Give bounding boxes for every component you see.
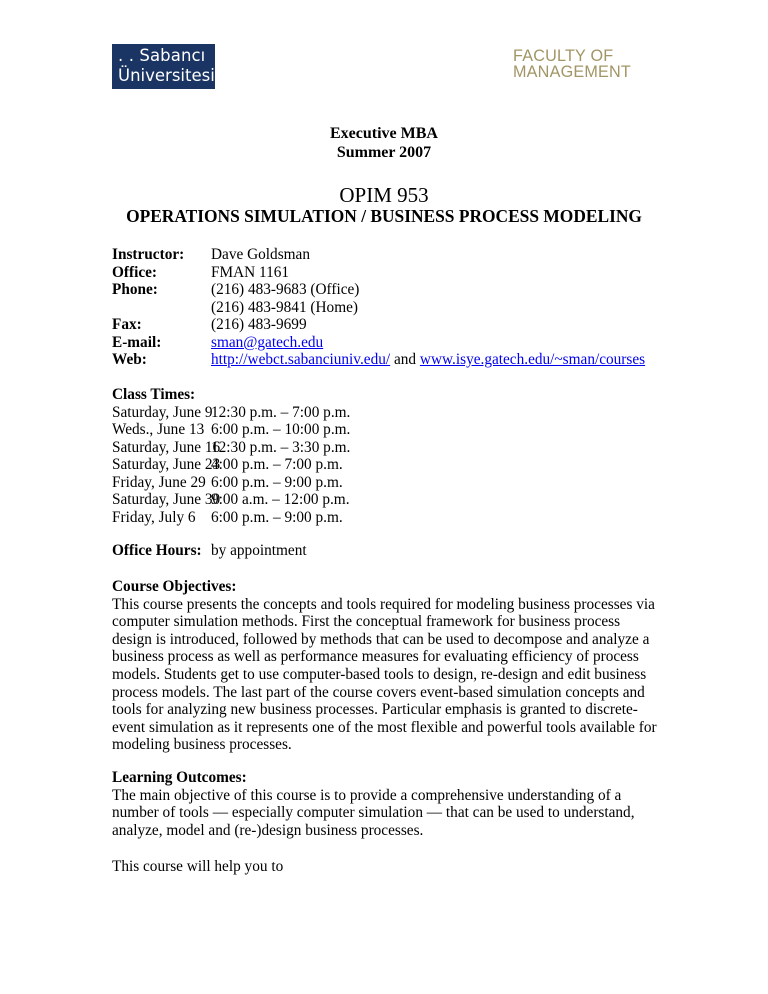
web-links [211, 351, 645, 369]
office-value: FMAN 1161 [211, 263, 290, 281]
webct-link[interactable]: http://webct.sabanciuniv.edu/ [211, 351, 391, 368]
email-label: E-mail: [112, 333, 162, 351]
outcomes-line: The main objective of this course is to provide a comprehensive understanding of a [112, 786, 622, 804]
fax-value: (216) 483-9699 [211, 316, 307, 333]
instructor-label: Instructor: [112, 246, 185, 263]
objectives-line: event simulation as it represents one of the most flexible and powerful tools available for [112, 718, 657, 736]
learning-outcomes-heading: Learning Outcomes: [112, 769, 247, 786]
instructor-name: Dave Goldsman [211, 246, 310, 263]
course-code: OPIM 953 [339, 183, 429, 207]
web-and-text: and [390, 351, 420, 368]
office-label: Office: [112, 263, 158, 281]
email-link[interactable]: sman@gatech.edu [211, 333, 324, 351]
class-time: 9:00 a.m. – 12:00 p.m. [211, 491, 350, 508]
faculty-logo-line-2: MANAGEMENT [513, 63, 632, 81]
objectives-line: tools for analyzing new business processes. Particular emphasis is granted to discrete- [112, 701, 638, 719]
logo-text-line-1: . . Sabancı . [118, 46, 222, 65]
learning-outcomes-section [112, 769, 672, 839]
objectives-line: process models. The last part of the course covers event-based simulation concepts and [112, 683, 645, 701]
phone-label: Phone: [112, 281, 158, 298]
objectives-line: business process as well as performance measures for evaluating efficiency of process [112, 648, 639, 666]
course-title: OPERATIONS SIMULATION / BUSINESS PROCESS MODELING [126, 206, 642, 226]
faculty-of-management-logo [513, 48, 631, 80]
class-day: Weds., June 13 [112, 421, 205, 438]
class-day: Saturday, June 30 [112, 491, 221, 508]
term: Summer 2007 [336, 144, 432, 161]
class-time: 12:30 p.m. – 7:00 p.m. [211, 403, 351, 421]
objectives-line: design is introduced, followed by methods that can be used to decompose and analyze a [112, 630, 650, 648]
outcomes-closing-line: This course will help you to [112, 858, 284, 875]
objectives-line: computer simulation methods. First the conceptual framework for business process [112, 613, 621, 631]
class-day: Saturday, June 16 [112, 438, 221, 456]
course-objectives-section [112, 578, 672, 754]
fax-label: Fax: [112, 316, 142, 333]
class-time: 6:00 p.m. – 10:00 p.m. [211, 421, 351, 438]
outcomes-line: analyze, model and (re-)design business processes. [112, 821, 424, 839]
outcomes-line: number of tools — especially computer simulation — that can be used to understand, [112, 804, 635, 822]
sabanci-university-logo [112, 44, 222, 89]
courses-link[interactable]: www.isye.gatech.edu/~sman/courses [419, 351, 646, 368]
class-day: Friday, June 29 [112, 473, 206, 491]
objectives-line: modeling business processes. [112, 736, 292, 754]
faculty-logo-line-1: FACULTY OF [513, 47, 614, 65]
objectives-line: models. Students get to use computer-based tools to design, re-design and edit business [112, 665, 647, 683]
class-day: Friday, July 6 [112, 508, 196, 526]
office-hours-value: by appointment [211, 542, 307, 559]
class-time: 4:00 p.m. – 7:00 p.m. [211, 456, 343, 473]
office-hours-label: Office Hours: [112, 542, 202, 559]
class-day: Saturday, June 9 [112, 403, 213, 421]
class-time: 12:30 p.m. – 3:30 p.m. [211, 438, 351, 456]
objectives-line: This course presents the concepts and tools required for modeling business processes via [112, 595, 655, 613]
class-time: 6:00 p.m. – 9:00 p.m. [211, 508, 343, 526]
logo-text-line-2: Üniversitesi [118, 66, 215, 85]
phone-office: (216) 483-9683 (Office) [211, 281, 360, 298]
class-time: 6:00 p.m. – 9:00 p.m. [211, 473, 343, 491]
web-label: Web: [112, 351, 147, 368]
program-name: Executive MBA [330, 125, 438, 142]
class-day: Saturday, June 23 [112, 456, 221, 473]
phone-home: (216) 483-9841 (Home) [211, 298, 358, 316]
course-objectives-heading: Course Objectives: [112, 578, 237, 595]
class-times-heading: Class Times: [112, 386, 196, 403]
